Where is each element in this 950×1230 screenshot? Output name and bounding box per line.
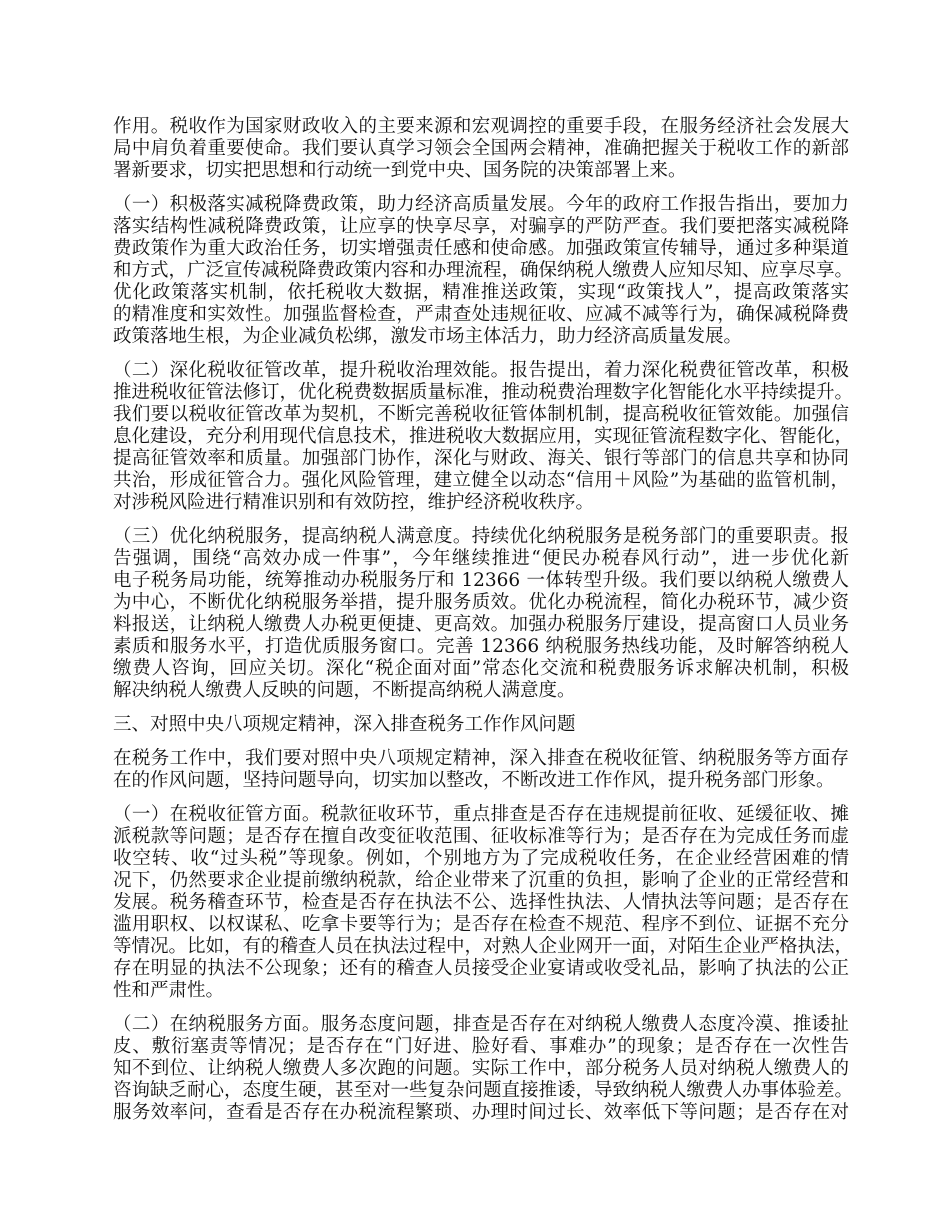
text-line: 服务效率问，查看是否存在办税流程繁琐、办理时间过长、效率低下等问题；是否存在对 [113,1102,849,1123]
paragraph [113,360,854,514]
text-line: 性和严肃性。 [113,980,225,1001]
text-line: （二）在纳税服务方面。服务态度问题，排查是否存在对纳税人缴费人态度冷漠、推诿扯 [113,1014,849,1035]
text-line: 共治，形成征管合力。强化风险管理，建立健全以动态“信用＋风险”为基础的监管机制， [113,470,849,491]
text-line: 咨询缺乏耐心，态度生硬，甚至对一些复杂问题直接推诿，导致纳税人缴费人办事体验差。 [113,1080,854,1101]
text-line: （一）在税收征管方面。税款征收环节，重点排查是否存在违规提前征收、延缓征收、摊 [113,804,849,825]
text-line: 告强调，围绕“高效办成一件事”，今年继续推进“便民办税春风行动”，进一步优化新 [113,548,849,569]
text-line: 费政策作为重大政治任务，切实增强责任感和使命感。加强政策宣传辅导，通过多种渠道 [113,238,849,259]
text-line: 滥用职权、以权谋私、吃拿卡要等行为；是否存在检查不规范、程序不到位、证据不充分 [113,914,849,935]
text-line: 皮、敷衍塞责等情况；是否存在“门好进、脸好看、事难办”的现象；是否存在一次性告 [113,1036,849,1057]
text-line: （二）深化税收征管改革，提升税收治理效能。报告提出，着力深化税费征管改革，积极 [113,360,849,381]
text-line: （三）优化纳税服务，提高纳税人满意度。持续优化纳税服务是税务部门的重要职责。报 [113,526,849,547]
text-line: 发展。税务稽查环节，检查是否存在执法不公、选择性执法、人情执法等问题；是否存在 [113,892,849,913]
text-line: 等情况。比如，有的稽查人员在执法过程中，对熟人企业网开一面，对陌生企业严格执法， [113,936,854,957]
text-line: 电子税务局功能，统筹推动办税服务厅和 12366 一体转型升级。我们要以纳税人缴费人 [113,570,849,591]
paragraph [113,1014,854,1124]
text-line: 料报送，让纳税人缴费人办税更便捷、更高效。加强办税服务厅建设，提高窗口人员业务 [113,614,849,635]
text-line: 政策落地生根，为企业减负松绑，激发市场主体活力，助力经济高质量发展。 [113,326,743,347]
text-line: 素质和服务水平，打造优质服务窗口。完善 12366 纳税服务热线功能，及时解答纳税人 [113,636,849,657]
section-heading [113,714,849,736]
text-line: 推进税收征管法修订，优化税费数据质量标准，推动税费治理数字化智能化水平持续提升。 [113,382,854,403]
text-line: 在的作风问题，坚持问题导向，切实加以整改，不断改进工作作风，提升税务部门形象。 [113,770,835,791]
document-body [113,116,854,1136]
paragraph [113,194,854,348]
text-line: 息化建设，充分利用现代信息技术，推进税收大数据应用，实现征管流程数字化、智能化， [113,426,854,447]
text-line: （一）积极落实减税降费政策，助力经济高质量发展。今年的政府工作报告指出，要加力 [113,194,849,215]
text-line: 对涉税风险进行精准识别和有效防控，维护经济税收秩序。 [113,492,595,513]
text-line: 解决纳税人缴费人反映的问题，不断提高纳税人满意度。 [113,680,576,701]
text-line: 优化政策落实机制，依托税收大数据，精准推送政策，实现“政策找人”，提高政策落实 [113,282,849,303]
text-line: 我们要以税收征管改革为契机，不断完善税收征管体制机制，提高税收征管效能。加强信 [113,404,849,425]
text-line: 提高征管效率和质量。加强部门协作，深化与财政、海关、银行等部门的信息共享和协同 [113,448,849,469]
text-line: 收空转、收“过头税”等现象。例如，个别地方为了完成税收任务，在企业经营困难的情 [113,848,849,869]
text-line: 和方式，广泛宣传减税降费政策内容和办理流程，确保纳税人缴费人应知尽知、应享尽享。 [113,260,854,281]
paragraph [113,748,849,792]
paragraph [113,526,849,702]
paragraph [113,116,849,182]
text-line: 缴费人咨询，回应关切。深化“税企面对面”常态化交流和税费服务诉求解决机制，积极 [113,658,849,679]
text-line: 署新要求，切实把思想和行动统一到党中央、国务院的决策部署上来。 [113,160,687,181]
text-line: 作用。税收作为国家财政收入的主要来源和宏观调控的重要手段，在服务经济社会发展大 [113,116,849,137]
paragraph [113,804,854,1002]
text-line: 知不到位、让纳税人缴费人多次跑的问题。实际工作中，部分税务人员对纳税人缴费人的 [113,1058,849,1079]
text-line: 在税务工作中，我们要对照中央八项规定精神，深入排查在税收征管、纳税服务等方面存 [113,748,849,769]
text-line: 为中心，不断优化纳税服务举措，提升服务质效。优化办税流程，简化办税环节，减少资 [113,592,849,613]
text-line: 的精准度和实效性。加强监督检查，严肃查处违规征收、应减不减等行为，确保减税降费 [113,304,849,325]
text-line: 况下，仍然要求企业提前缴纳税款，给企业带来了沉重的负担，影响了企业的正常经营和 [113,870,849,891]
text-line: 落实结构性减税降费政策，让应享的快享尽享，对骗享的严防严查。我们要把落实减税降 [113,216,849,237]
text-line: 三、对照中央八项规定精神，深入排查税务工作作风问题 [113,714,576,735]
text-line: 存在明显的执法不公现象；还有的稽查人员接受企业宴请或收受礼品，影响了执法的公正 [113,958,849,979]
text-line: 局中肩负着重要使命。我们要认真学习领会全国两会精神，准确把握关于税收工作的新部 [113,138,849,159]
text-line: 派税款等问题；是否存在擅自改变征收范围、征收标准等行为；是否存在为完成任务而虚 [113,826,849,847]
